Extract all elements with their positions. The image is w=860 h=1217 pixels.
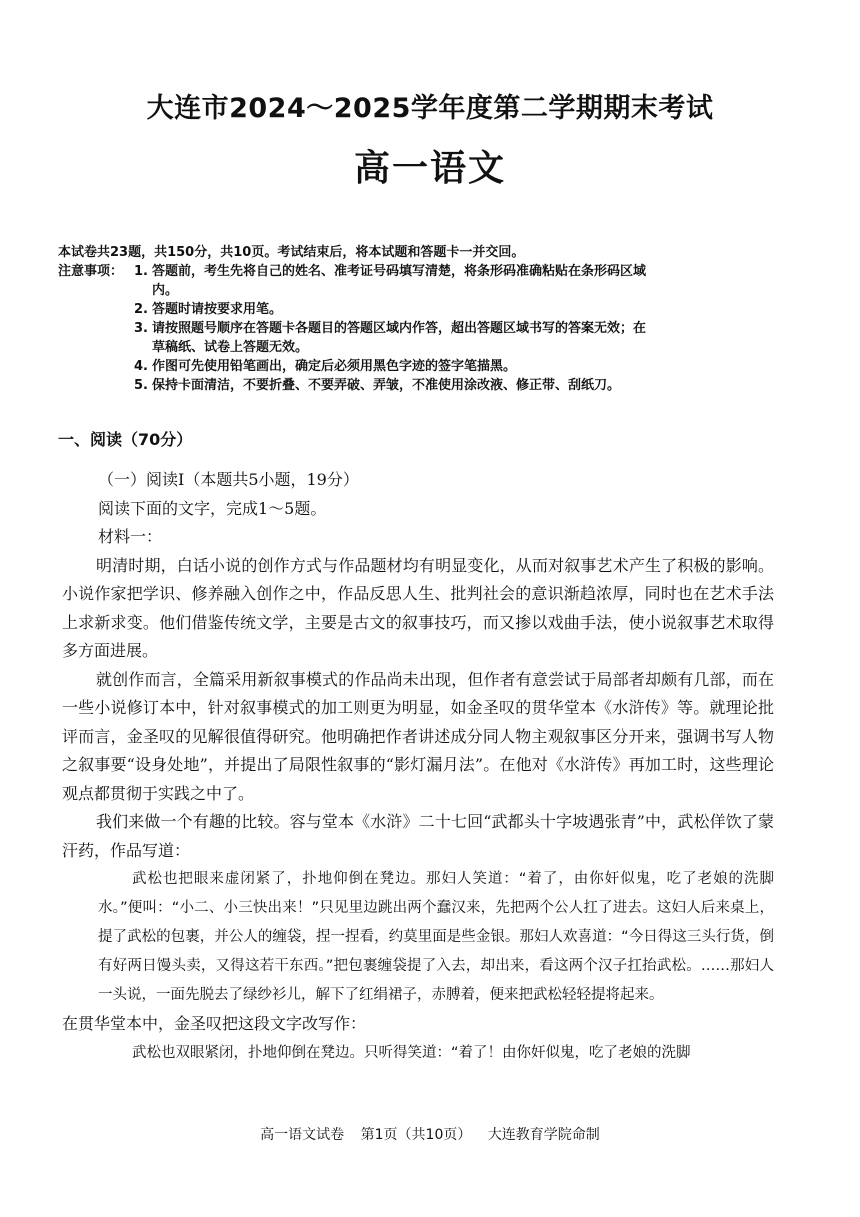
instruction: 阅读下面的文字，完成1～5题。 [98, 498, 327, 518]
note-number: 1. [134, 264, 148, 279]
transition-text: 在贯华堂本中，金圣叹把这段文字改写作： [62, 1014, 367, 1033]
note-number: 5. [134, 378, 148, 393]
note-text: 作图可先使用铅笔画出，确定后必须用黑色字迹的签字笔描黑。 [152, 359, 517, 374]
footer-page: 第1页（共10页） [360, 1127, 472, 1143]
footer-maker: 大连教育学院命制 [487, 1127, 600, 1143]
note-item [134, 281, 646, 300]
exam-title: 大连市2024～2025学年度第二学期期末考试 [146, 93, 714, 124]
note-item [134, 319, 646, 338]
note-text: 答题前，考生先将自己的姓名、准考证号码填写清楚，将条形码准确粘贴在条形码区域 [152, 264, 647, 279]
notes-label: 注意事项： [58, 264, 124, 279]
paragraph: 就创作而言，全篇采用新叙事模式的作品尚未出现，但作者有意尝试于局部者却颇有几部，而在一些小说修订本中，针对叙事模式的加工则更为明显，如金圣叹的贯华堂本《水浒传》等。就理论批评而言，金圣叹的见解很值得研究。他明确把作者讲述成分同人物主观叙事区分开来，强调书写人物之叙事要“设身处地”，并提出了局限性叙事的“影灯漏月法”。在他对《水浒传》再加工时，这些理论观点都贯彻于实践之中了。 [62, 669, 774, 803]
material-label: 材料一： [98, 527, 163, 546]
subject-title: 高一语文 [353, 147, 506, 189]
section-heading: 一、阅读（70分） [58, 430, 193, 449]
paragraph: 明清时期，白话小说的创作方式与作品题材均有明显变化，从而对叙事艺术产生了积极的影响。小说作家把学识、修养融入创作之中，作品反思人生、批判社会的意识渐趋浓厚，同时也在艺术手法上求新求变。他们借鉴传统文学，主要是古文的叙事技巧，而又掺以戏曲手法，使小说叙事艺术取得多方面进展。 [62, 555, 774, 660]
note-text: 保持卡面清洁，不要折叠、不要弄破、弄皱，不准使用涂改液、修正带、刮纸刀。 [152, 378, 621, 393]
note-item [134, 300, 646, 319]
note-number [134, 338, 152, 357]
part-heading: （一）阅读Ⅰ（本题共5小题，19分） [98, 470, 359, 489]
note-item [134, 262, 646, 281]
notes-summary: 本试卷共23题，共150分，共10页。考试结束后，将本试题和答题卡一并交回。 [58, 245, 525, 260]
notes-row [58, 262, 818, 395]
quote-block-2: 武松也双眼紧闭，扑地仰倒在凳边。只听得笑道：“着了！由你奸似鬼，吃了老娘的洗脚 [132, 1044, 691, 1061]
page-footer [0, 1124, 860, 1144]
note-text: 请按照题号顺序在答题卡各题目的答题区域内作答，超出答题区域书写的答案无效；在 [152, 321, 647, 336]
note-text: 答题时请按要求用笔。 [152, 302, 283, 317]
reading-passage [62, 466, 774, 1068]
note-text: 草稿纸、试卷上答题无效。 [152, 340, 309, 355]
paragraph: 我们来做一个有趣的比较。容与堂本《水浒》二十七回“武都头十字坡遇张青”中，武松佯饮了蒙汗药，作品写道： [62, 812, 774, 860]
note-number: 3. [134, 321, 148, 336]
note-text: 内。 [152, 283, 179, 298]
note-item [134, 338, 646, 357]
note-item [134, 357, 646, 376]
notes-list [134, 262, 646, 395]
exam-notes [58, 243, 818, 395]
note-number: 4. [134, 359, 148, 374]
note-number [134, 281, 152, 300]
footer-paper: 高一语文试卷 [260, 1127, 345, 1143]
quote-block: 武松也把眼来虚闭紧了，扑地仰倒在凳边。那妇人笑道：“着了，由你奸似鬼，吃了老娘的洗脚水。”便叫：“小二、小三快出来！”只见里边跳出两个蠢汉来，先把两个公人扛了进去。这妇人后来桌上，提了武松的包裹，并公人的缠袋，捏一捏看，约莫里面是些金银。那妇人欢喜道：“今日得这三头行货，倒有好两日馒头卖，又得这若干东西。”把包裹缠袋提了入去，却出来，看这两个汉子扛抬武松。……那妇人一头说，一面先脱去了绿纱衫儿，解下了红绢裙子，赤膊着，便来把武松轻轻提将起来。 [98, 871, 774, 1003]
note-number: 2. [134, 302, 148, 317]
note-item [134, 376, 646, 395]
